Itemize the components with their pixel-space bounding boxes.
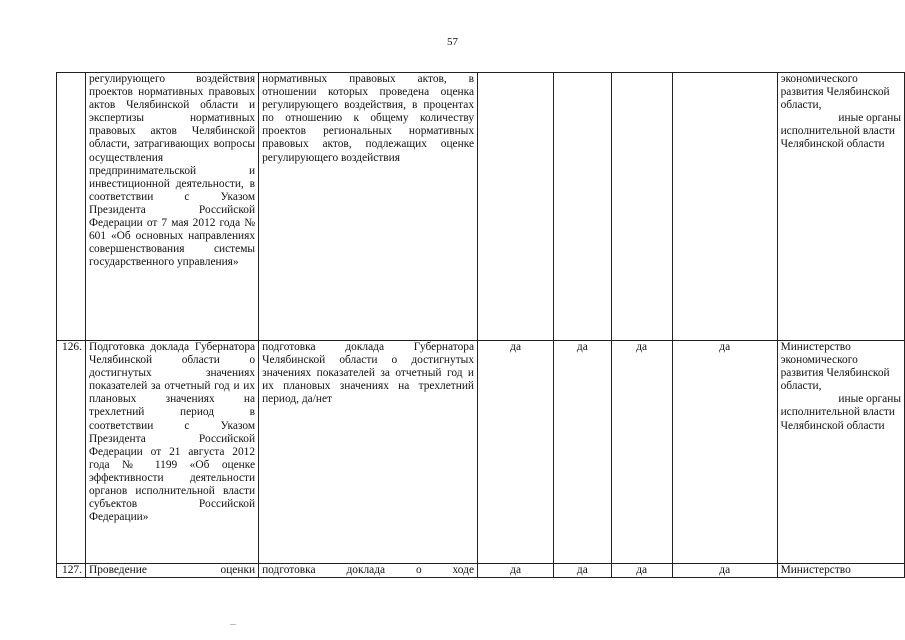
row-number: 126. xyxy=(57,341,86,564)
measure-cell: Подготовка доклада Губернатора Челябинской области о достигнутых значениях показателей за отчетный год и их плановых значениях на трехлетний период в соответствии с Указом Президента Российской Федерации от 21 августа 2012 года № 1199 «Об оценке эффективности деятельности органов исполнительной власти субъектов Российской Федерации» xyxy=(85,341,258,564)
table-row xyxy=(57,73,905,341)
year-1-cell: да xyxy=(478,564,554,578)
year-2-cell xyxy=(554,73,611,341)
executor-line: Министерство xyxy=(780,564,851,576)
year-2-cell: да xyxy=(554,341,611,564)
executor-line: исполнительной власти Челябинской области xyxy=(780,125,895,151)
indicator-cell: нормативных правовых актов, в отношении которых проведена оценка регулирующего воздействия, в процентах по отношению к общему количеству проектов региональных нормативных правовых актов, подлежащих оценке регулирующего воздействия xyxy=(259,73,478,341)
year-2-cell: да xyxy=(554,564,611,578)
year-4-cell xyxy=(672,73,777,341)
year-3-cell: да xyxy=(611,341,672,564)
executor-line: Министерство экономического развития Челябинской области, xyxy=(780,341,890,393)
indicator-cell: подготовка доклада Губернатора Челябинской области о достигнутых значениях показателей за отчетный год и их плановых значениях на трехлетний период, да/нет xyxy=(259,341,478,564)
measure-cell: регулирующего воздействия проектов нормативных правовых актов Челябинской области и экспертизы нормативных правовых актов Челябинской области, затрагивающих вопросы осуществления предпринимательской и инвестиционной деятельности, в соответствии с Указом Президента Российской Федерации от 7 мая 2012 года № 601 «Об основных направлениях совершенствования системы государственного управления» xyxy=(85,73,258,341)
year-1-cell xyxy=(478,73,554,341)
year-3-cell xyxy=(611,73,672,341)
scan-mark xyxy=(230,624,236,625)
page-number: 57 xyxy=(447,36,458,48)
executor-line: экономического развития Челябинской области, xyxy=(780,73,890,112)
year-1-cell: да xyxy=(478,341,554,564)
executor-cell xyxy=(777,73,904,341)
measures-table xyxy=(56,72,905,578)
row-number: 127. xyxy=(57,564,86,578)
table-row xyxy=(57,341,905,564)
indicator-cell: подготовка доклада о ходе xyxy=(259,564,478,578)
year-3-cell: да xyxy=(611,564,672,578)
measure-cell: Проведение оценки xyxy=(85,564,258,578)
table-row xyxy=(57,564,905,578)
executor-cell xyxy=(777,341,904,564)
year-4-cell: да xyxy=(672,341,777,564)
row-number xyxy=(57,73,86,341)
executor-line: иные органы xyxy=(838,393,901,406)
executor-line: исполнительной власти Челябинской области xyxy=(780,406,895,432)
executor-line: иные органы xyxy=(838,112,901,125)
executor-cell xyxy=(777,564,904,578)
year-4-cell: да xyxy=(672,564,777,578)
